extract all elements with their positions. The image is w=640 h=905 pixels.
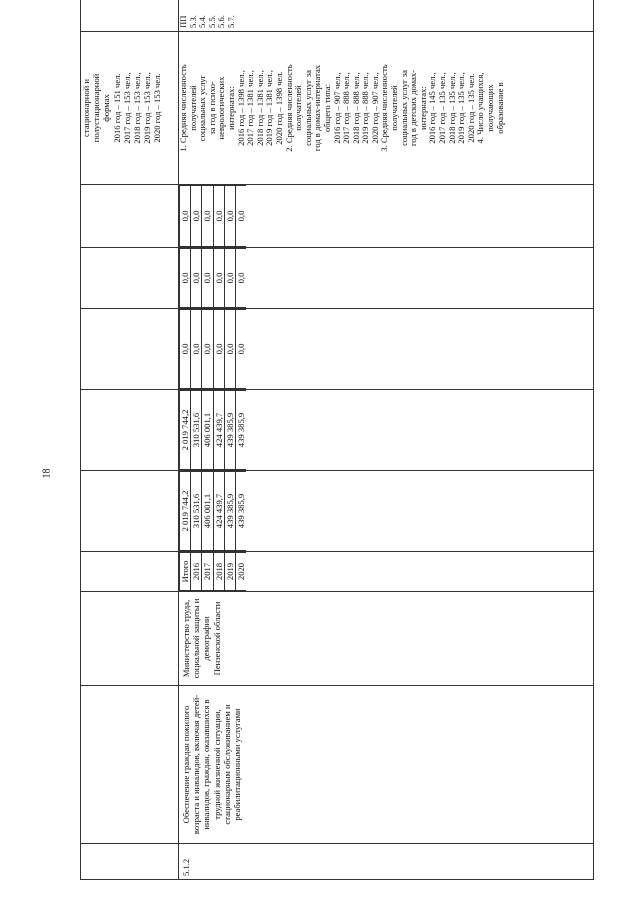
total-value: 424 439,7 xyxy=(213,472,224,551)
other-values xyxy=(179,185,246,247)
local-cell xyxy=(179,248,594,309)
indicator-line: 2020 год – 135 чел. xyxy=(465,73,476,143)
indicator-line: 2017 год – 1381 чел., xyxy=(245,70,256,146)
cell-empty xyxy=(81,309,179,390)
table-row-5-1-2 xyxy=(179,0,594,880)
row-number: 5.1.2 xyxy=(179,844,594,880)
federal-values xyxy=(179,309,246,389)
program-point: 5.7. xyxy=(225,15,236,28)
regional-cell xyxy=(179,390,594,471)
cell-empty xyxy=(81,686,179,844)
year-label: Итого xyxy=(180,553,191,591)
indicator-line: стационарной и xyxy=(81,79,91,137)
indicator-line: год в детских домах- xyxy=(408,69,419,147)
total-value: 406 001,1 xyxy=(202,472,213,551)
cell-empty xyxy=(81,552,179,592)
program-points-cell xyxy=(179,0,594,32)
indicator-line: 2020 год – 1398 чел. xyxy=(273,71,284,145)
local-values xyxy=(179,248,246,308)
regional-value: 439 385,9 xyxy=(224,391,235,470)
indicator-cell xyxy=(179,32,594,185)
year-label: 2019 xyxy=(224,553,235,591)
indicator-line: 2016 год – 151 чел. xyxy=(111,73,122,143)
cell-empty xyxy=(81,390,179,471)
regional-value: 310 531,6 xyxy=(191,391,202,470)
cell-empty xyxy=(81,471,179,552)
indicator-line: 2016 год – 1398 чел., xyxy=(235,70,246,146)
regional-value: 406 001,1 xyxy=(202,391,213,470)
indicator-line: 2019 год – 888 чел., xyxy=(360,72,371,144)
cell-empty xyxy=(81,248,179,309)
local-value: 0,0 xyxy=(202,249,213,308)
total-value: 310 531,6 xyxy=(191,472,202,551)
program-point: 5.3. xyxy=(187,15,198,28)
federal-value: 0,0 xyxy=(191,310,202,389)
indicator-line: получателей xyxy=(293,85,304,131)
indicator-line: 2018 год – 153 чел., xyxy=(132,72,143,144)
indicator-line: 3. Средняя численность xyxy=(379,64,390,152)
cell-empty xyxy=(81,844,179,880)
indicator-line: социальных услуг за xyxy=(398,70,409,146)
year-label: 2016 xyxy=(191,553,202,591)
indicator-line: полустационарной xyxy=(91,73,102,143)
indicator-line: 1. Средняя численность xyxy=(178,64,188,152)
program-table xyxy=(80,0,594,880)
indicator-line: 2019 год – 153 чел., xyxy=(142,72,153,144)
indicator-line: интернатах: xyxy=(417,86,428,130)
indicator-line: 2017 год – 888 чел., xyxy=(341,72,352,144)
indicator-line: за год в психо- xyxy=(206,81,217,135)
total-cell xyxy=(179,471,594,552)
federal-value: 0,0 xyxy=(202,310,213,389)
federal-value: 0,0 xyxy=(236,310,247,389)
indicator-line: социальных услуг xyxy=(197,74,208,142)
local-value: 0,0 xyxy=(191,249,202,308)
years-cell xyxy=(179,552,594,592)
years-list xyxy=(179,552,246,591)
other-cell xyxy=(179,185,594,248)
program-point: 5.6. xyxy=(216,15,227,28)
indicator-line: 2019 год – 135 чел., xyxy=(456,72,467,144)
program-point: ПП xyxy=(178,15,188,28)
year-label: 2020 xyxy=(236,553,247,591)
indicator-line: неврологических xyxy=(216,76,227,140)
indicator-line: 4. Число учащихся, xyxy=(475,72,486,144)
indicator-line: общего типа: xyxy=(321,84,332,133)
indicator-line: получателей xyxy=(389,85,400,131)
total-value: 439 385,9 xyxy=(236,472,247,551)
indicator-line: образование в xyxy=(494,82,505,134)
indicator-line: 2018 год – 135 чел., xyxy=(446,72,457,144)
local-value: 0,0 xyxy=(180,249,191,308)
federal-cell xyxy=(179,309,594,390)
regional-value: 439 385,9 xyxy=(236,391,247,470)
local-value: 0,0 xyxy=(213,249,224,308)
indicator-line: 2018 год – 888 чел., xyxy=(350,72,361,144)
cell-empty xyxy=(81,592,179,686)
other-value: 0,0 xyxy=(224,186,235,247)
year-label: 2018 xyxy=(213,553,224,591)
page-number: 18 xyxy=(41,468,53,479)
other-value: 0,0 xyxy=(236,186,247,247)
cell-empty xyxy=(81,0,179,32)
indicator-line: 2019 год – 1381 чел., xyxy=(264,70,275,146)
regional-values xyxy=(179,390,246,470)
other-value: 0,0 xyxy=(191,186,202,247)
indicator-line: 2. Средняя численность xyxy=(283,64,294,152)
federal-value: 0,0 xyxy=(180,310,191,389)
indicator-line: 2016 год – 907 чел., xyxy=(331,72,342,144)
indicator-line: 2020 год – 153 чел. xyxy=(152,73,163,143)
rotated-page xyxy=(80,0,640,905)
executor: Министерство труда, социальной защиты и демографии Пензенской области xyxy=(179,592,594,686)
indicator-line: 2020 год – 907 чел., xyxy=(369,72,380,144)
total-value: 2 019 744,2 xyxy=(180,472,191,551)
regional-value: 2 019 744,2 xyxy=(180,391,191,470)
indicator-line: 2017 год – 135 чел., xyxy=(437,72,448,144)
program-point: 5.5. xyxy=(206,15,217,28)
federal-value: 0,0 xyxy=(213,310,224,389)
measure-name: Обеспечение граждан пожилого возраста и инвалидов, включая детей-инвалидов, граждан, оказавшихся в трудной жизненной ситуации, стационарным обслуживанием и реабилитационными услугами xyxy=(179,686,594,844)
regional-value: 424 439,7 xyxy=(213,391,224,470)
local-value: 0,0 xyxy=(236,249,247,308)
indicator-line: получателей xyxy=(187,85,198,131)
indicator-line: формах xyxy=(101,94,112,122)
indicator-line: интернатах: xyxy=(225,86,236,130)
program-point: 5.4. xyxy=(197,15,208,28)
federal-value: 0,0 xyxy=(224,310,235,389)
indicator-line: 2016 год – 145 чел., xyxy=(427,72,438,144)
indicator-cell-top xyxy=(81,32,179,185)
indicator-line: 2017 год – 153 чел., xyxy=(121,72,132,144)
indicator-line: 2018 год – 1381 чел., xyxy=(254,70,265,146)
local-value: 0,0 xyxy=(224,249,235,308)
other-value: 0,0 xyxy=(213,186,224,247)
total-value: 439 385,9 xyxy=(224,472,235,551)
indicator-line: год в домах-интернатах xyxy=(312,64,323,152)
total-values xyxy=(179,471,246,551)
year-label: 2017 xyxy=(202,553,213,591)
other-value: 0,0 xyxy=(180,186,191,247)
table-row-continued xyxy=(81,0,179,880)
cell-empty xyxy=(81,185,179,248)
other-value: 0,0 xyxy=(202,186,213,247)
indicator-line: социальных услуг за xyxy=(302,70,313,146)
indicator-line: получающих xyxy=(485,84,495,132)
